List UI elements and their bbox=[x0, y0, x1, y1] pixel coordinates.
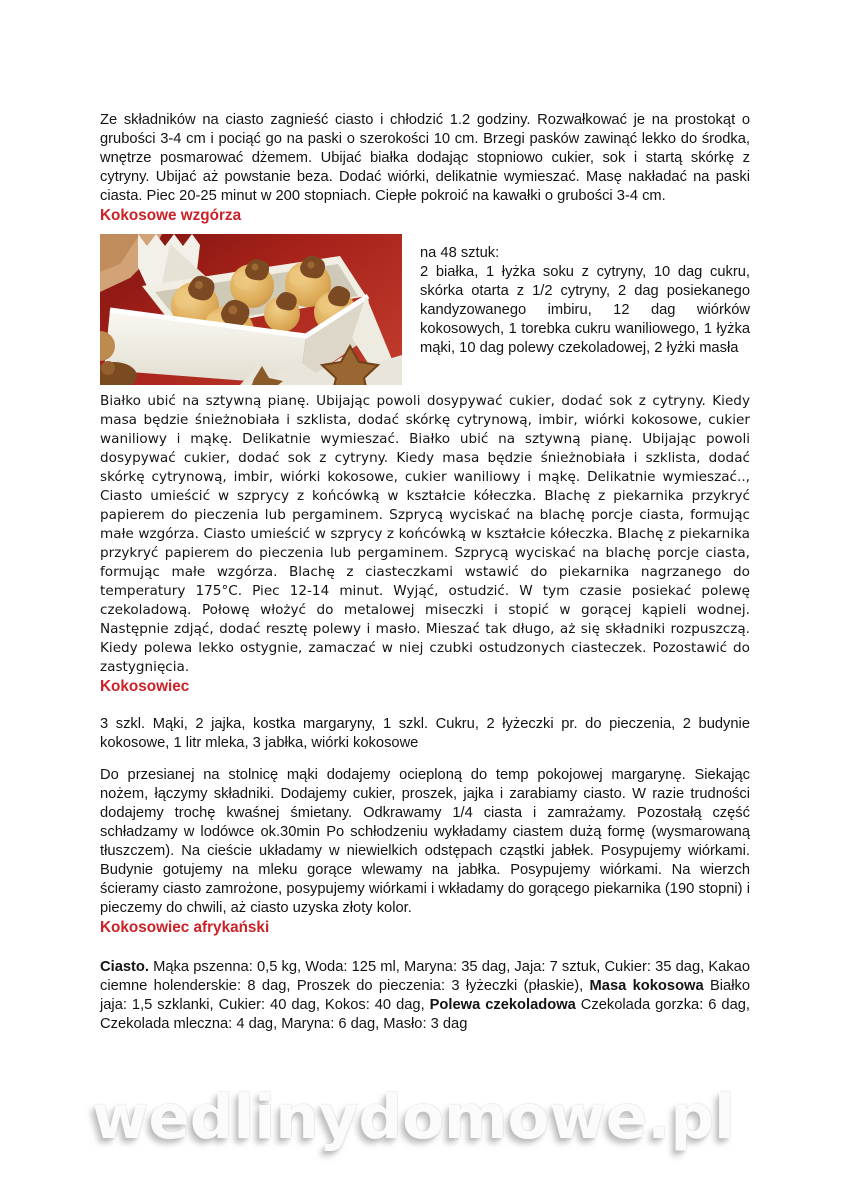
section-title-kokosowe-wzgorza: Kokosowe wzgórza bbox=[100, 207, 242, 224]
intro-paragraph: Ze składników na ciasto zagnieść ciasto i chłodzić 1.2 godziny. Rozwałkować je na prostokąt o grubości 3-4 cm i pociąć go na paski o szerokości 10 cm. Brzegi pasków zawinąć lekko do środka, wnętrze posmarować dżemem. Ubijać białka dodając stopniowo cukier, sok i startą skórkę z cytryny. Ubijać aż powstanie beza. Dodać wiórki, delikatnie wymieszać. Masę nakładać na paski ciasta. Piec 20-25 minut w 200 stopniach. Ciepłe pokroić na kawałki o grubości 3-4 cm. bbox=[100, 112, 750, 204]
instructions-kokosowiec: Do przesianej na stolnicę mąki dodajemy ocieploną do temp pokojowej margarynę. Siekając nożem, łączymy składniki. Dodajemy cukier, proszek, jajka i zarabiamy ciasto. W razie trudności dodajemy trochę kwaśnej śmietany. Odkrawamy 1/4 ciasta i zamrażamy. Pozostałą część schładzamy w lodówce ok.30min Po schłodzeniu wykładamy ciastem dużą formę (wysmarowaną tłuszczem). Na cieście układamy w niewielkich odstępach cząstki jabłek. Posypujemy wiórkami. Budynie gotujemy na mleku gorące wlewamy na jabłka. Posypujemy wiórkami. Na wierzch ścieramy ciasto zamrożone, posypujemy wiórkami i wkładamy do gorącego piekarnika (190 stopni) i pieczemy do chwili, aż ciasto uzyska złoty kolor. bbox=[100, 767, 750, 916]
ingredient-list-wzgorza: 2 białka, 1 łyżka soku z cytryny, 10 dag cukru, skórka otarta z 1/2 cytryny, 2 dag posiekanego kandyzowanego imbiru, 12 dag wiórków kokosowych, 1 torebka cukru waniliowego, 1 łyżka mąki, 10 dag polewy czekoladowej, 2 łyżki masła bbox=[420, 264, 750, 356]
recipe-figure-row bbox=[100, 234, 750, 385]
yield-line: na 48 sztuk: bbox=[420, 245, 500, 261]
document-content bbox=[100, 0, 750, 1034]
section-title-kokosowiec-afrykanski: Kokosowiec afrykański bbox=[100, 919, 270, 936]
coconut-cookies-photo-illustration bbox=[100, 234, 402, 385]
site-watermark: wedlinydomowe.pl bbox=[92, 1082, 735, 1153]
coconut-cookies-photo bbox=[100, 234, 402, 385]
ingredient-list-kokosowiec: 3 szkl. Mąki, 2 jajka, kostka margaryny, 1 szkl. Cukru, 2 łyżeczki pr. do pieczenia, 2 budynie kokosowe, 1 litr mleka, 3 jabłka, wiórki kokosowe bbox=[100, 716, 750, 751]
ingredients-kokosowe-wzgorza bbox=[420, 234, 750, 358]
instructions-kokosowe-wzgorza: Białko ubić na sztywną pianę. Ubijając powoli dosypywać cukier, dodać sok z cytryny. Kiedy masa będzie śnieżnobiała i szklista, dodać skórkę cytrynową, imbir, wiórki kokosowe, cukier waniliowy i mąkę. Delikatnie wymieszać. Białko ubić na sztywną pianę. Ubijając powoli dosypywać cukier, dodać sok z cytryny. Kiedy masa będzie śnieżnobiała i szklista, dodać skórkę cytrynową, imbir, wiórki kokosowe, cukier waniliowy i mąkę. Delikatnie wymieszać.., Ciasto umieścić w szprycy z końcówką w kształcie kółeczka. Blachę z piekarnika przykryć papierem do pieczenia lub pergaminem. Szprycą wyciskać na blachę porcje ciasta, formując małe wzgórza. Ciasto umieścić w szprycy z końcówką w kształcie kółeczka. Blachę z piekarnika przykryć papierem do pieczenia lub pergaminem. Szprycą wyciskać na blachę porcje ciasta, formując małe wzgórza. Blachę z ciasteczkami wstawić do piekarnika nagrzanego do temperatury 175°C. Piec 12-14 minut. Wyjąć, ostudzić. W tym czasie posiekać polewę czekoladową. Połowę włożyć do metalowej miseczki i stopić w gorącej kąpieli wodnej. Następnie zdjąć, dodać resztę polewy i masło. Mieszać tak długo, aż się składniki rozpuszczą. Kiedy polewa lekko ostygnie, zamaczać w niej czubki ostudzonych ciasteczek. Pozostawić do zastygnięcia. bbox=[100, 393, 750, 675]
section-title-kokosowiec: Kokosowiec bbox=[100, 678, 190, 695]
ingredient-list-kokosowiec-afrykanski: Ciasto. Mąka pszenna: 0,5 kg, Woda: 125 ml, Maryna: 35 dag, Jaja: 7 sztuk, Cukier: 35 dag, Kakao ciemne holenderskie: 8 dag, Proszek do pieczenia: 3 łyżeczki (płaskie), Masa kokosowa Białko jaja: 1,5 szklanki, Cukier: 40 dag, Kokos: 40 dag, Polewa czekoladowa Czekolada gorzka: 6 dag, Czekolada mleczna: 4 dag, Maryna: 6 dag, Masło: 3 dag bbox=[100, 959, 750, 1032]
